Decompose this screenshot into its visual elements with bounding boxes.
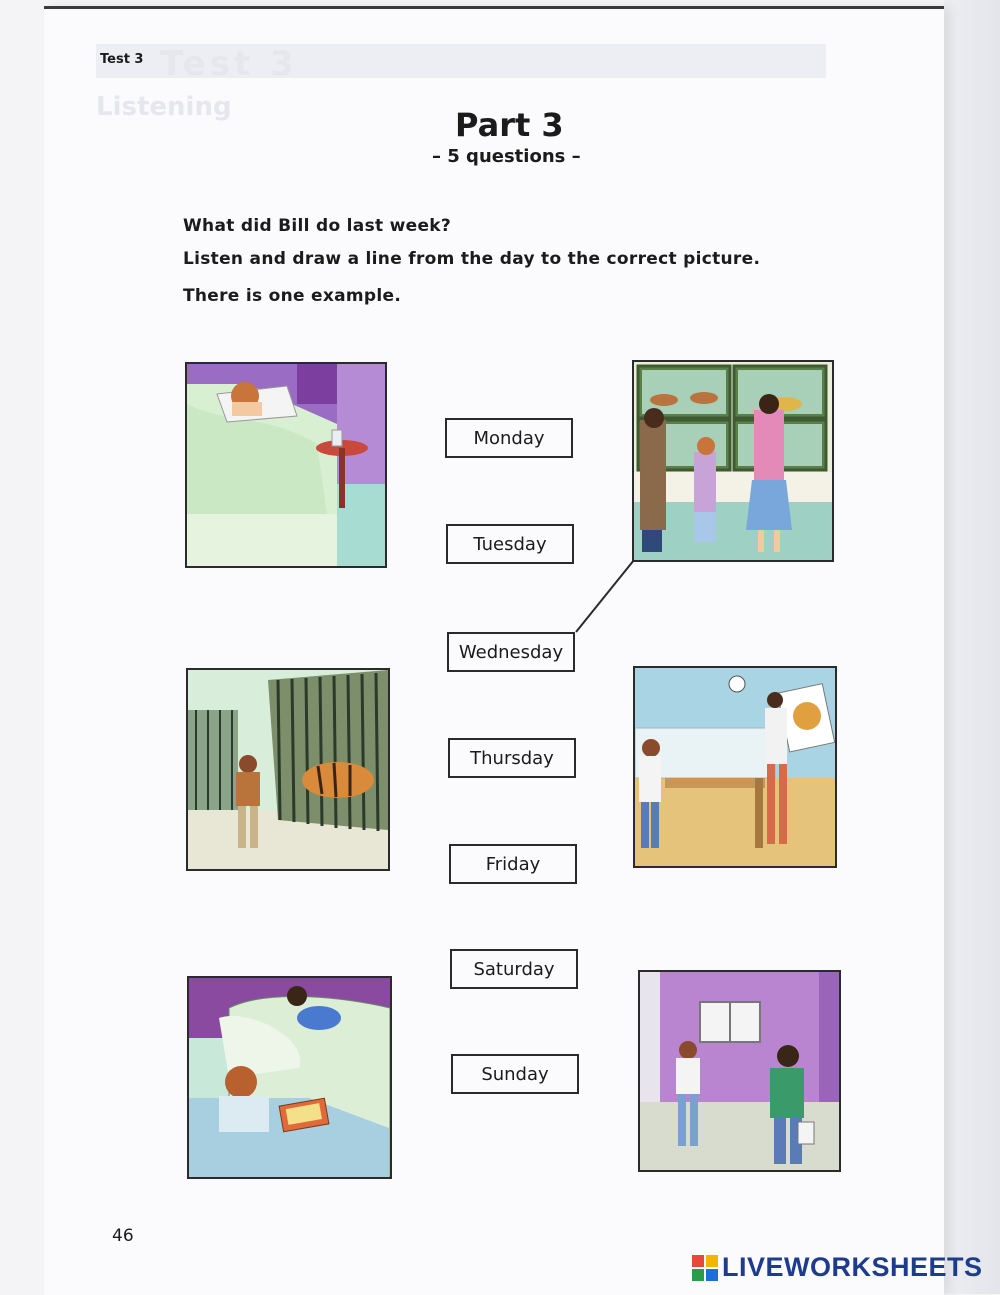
day-box-sunday[interactable]: Sunday [451, 1054, 579, 1094]
logo-text: LIVEWORKSHEETS [722, 1252, 983, 1282]
part-title: Part 3 [455, 106, 564, 144]
logo-mark-icon [692, 1255, 718, 1281]
example-connecting-line [576, 560, 634, 632]
questions-count: – 5 questions – [432, 146, 581, 167]
ghost-heading: Listening [96, 92, 232, 122]
header-ghost-text: Test 3 [160, 44, 298, 84]
instruction-question: What did Bill do last week? [183, 216, 452, 236]
day-box-friday[interactable]: Friday [449, 844, 577, 884]
liveworksheets-logo [692, 1252, 983, 1283]
instruction-example: There is one example. [183, 286, 402, 306]
page-number: 46 [112, 1226, 134, 1246]
day-box-thursday[interactable]: Thursday [448, 738, 576, 778]
day-box-wednesday[interactable]: Wednesday [447, 632, 575, 672]
day-box-saturday[interactable]: Saturday [450, 949, 578, 989]
instruction-listen: Listen and draw a line from the day to the correct picture. [183, 249, 761, 269]
test-label: Test 3 [100, 52, 144, 67]
day-box-monday[interactable]: Monday [445, 418, 573, 458]
day-box-tuesday[interactable]: Tuesday [446, 524, 574, 564]
